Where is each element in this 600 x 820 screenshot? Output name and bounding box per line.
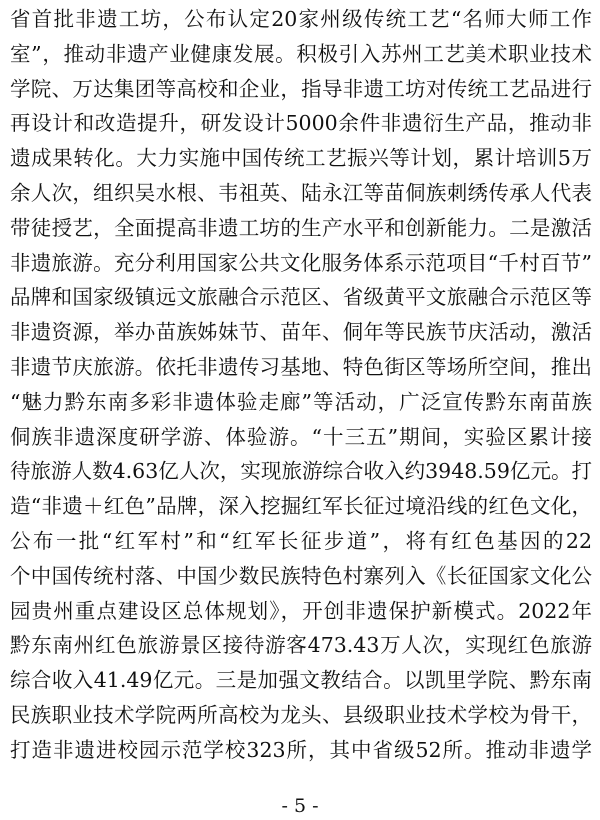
text-line: 民族职业技术学院两所高校为龙头、县级职业技术学校为骨干， [10, 702, 592, 727]
text-line: 学院、万达集团等高校和企业，指导非遗工坊对传统工艺品进行 [10, 76, 592, 101]
text-line: 公布一批“红军村”和“红军长征步道”，将有红色基因的22 [10, 528, 592, 553]
text-line: 侗族非遗深度研学游、体验游。“十三五”期间，实验区累计接 [10, 424, 592, 449]
text-line: 省首批非遗工坊，公布认定20家州级传统工艺“名师大师工作 [10, 7, 592, 31]
body-text [10, 2, 592, 768]
text-line: 综合收入41.49亿元。三是加强文教结合。以凯里学院、黔东南 [10, 668, 592, 693]
text-line: “魅力黔东南多彩非遗体验走廊”等活动，广泛宣传黔东南苗族 [10, 389, 592, 414]
text-line: 黔东南州红色旅游景区接待游客473.43万人次，实现红色旅游 [10, 633, 592, 658]
text-line: 园贵州重点建设区总体规划》，开创非遗保护新模式。2022年 [10, 598, 592, 623]
text-line: 带徒授艺，全面提高非遗工坊的生产水平和创新能力。二是激活 [10, 215, 592, 240]
text-line: 遗成果转化。大力实施中国传统工艺振兴等计划，累计培训5万 [10, 146, 592, 171]
text-line: 再设计和改造提升，研发设计5000余件非遗衍生产品，推动非 [10, 111, 592, 136]
text-line: 造“非遗＋红色”品牌，深入挖掘红军长征过境沿线的红色文化， [10, 494, 592, 519]
text-line: 个中国传统村落、中国少数民族特色村寨列入《长征国家文化公 [10, 563, 592, 588]
text-line: 余人次，组织吴水根、韦祖英、陆永江等苗侗族刺绣传承人代表 [10, 180, 592, 205]
text-line: 待旅游人数4.63亿人次，实现旅游综合收入约3948.59亿元。打 [10, 459, 592, 484]
text-line: 室”，推动非遗产业健康发展。积极引入苏州工艺美术职业技术 [10, 41, 592, 66]
page-number: - 5 - [281, 795, 319, 817]
text-line: 非遗资源，举办苗族姊妹节、苗年、侗年等民族节庆活动，激活 [10, 320, 592, 345]
text-line: 打造非遗进校园示范学校323所，其中省级52所。推动非遗学 [10, 737, 592, 762]
text-line: 非遗旅游。充分利用国家公共文化服务体系示范项目“千村百节” [10, 250, 592, 275]
text-line: 非遗节庆旅游。依托非遗传习基地、特色街区等场所空间，推出 [10, 354, 592, 379]
text-line: 品牌和国家级镇远文旅融合示范区、省级黄平文旅融合示范区等 [10, 285, 592, 310]
